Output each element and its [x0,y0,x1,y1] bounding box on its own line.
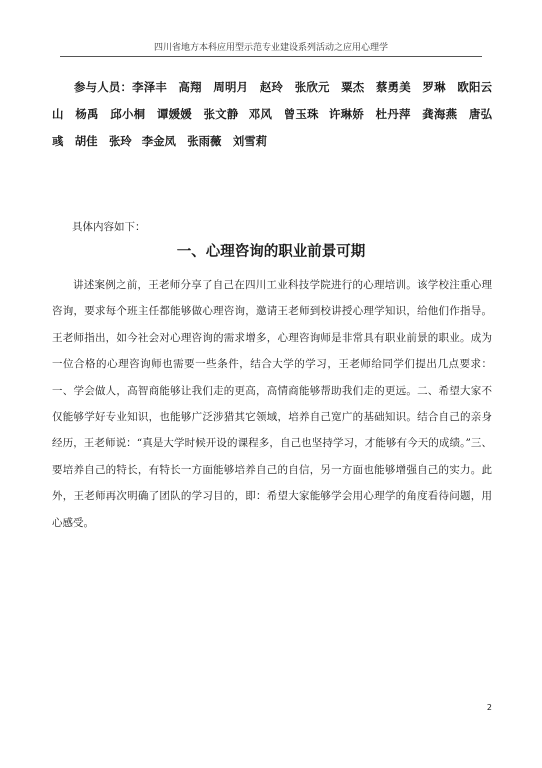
page-number: 2 [486,703,492,712]
intro-text: 具体内容如下： [72,221,146,233]
section-heading: 一、心理咨询的职业前景可期 [176,244,366,260]
participants-label: 参与人员： [74,80,133,94]
body-paragraph: 讲述案例之前，王老师分享了自己在四川工业科技学院进行的心理培训。该学校注重心理咨询，要求每个班主任都能够做心理咨询，邀请王老师到校讲授心理学知识，给他们作指导。王老师指出，如今社会对心理咨询的需求增多，心理咨询师是非常具有职业前景的职业。成为一位合格的心理咨询师也需要一些条件，结合大学的学习，王老师给同学们提出几点要求：一、学会做人，高智商能够让我们走的更高，高情商能够帮助我们走的更远。二、希望大家不仅能够学好专业知识，也能够广泛涉猎其它领域，培养自己宽广的基础知识。结合自己的亲身经历，王老师说：“真是大学时候开设的课程多，自己也坚持学习，才能够有今天的成绩。”三、要培养自己的特长，有特长一方面能够培养自己的自信，另一方面也能够增强自己的实力。此外，王老师再次明确了团队的学习目的，即：希望大家能够学会用心理学的角度看待问题，用心感受。 [52,279,492,529]
page-header: 四川省地方本科应用型示范专业建设系列活动之应用心理学 [60,40,482,57]
participants-paragraph [52,74,492,155]
participants-names: 李泽丰 高翔 周明月 赵玲 张欣元 粟杰 蔡勇美 罗琳 欧阳云山 杨禹 邱小桐 谭媛媛 张文静 邓风 曾玉珠 许琳娇 杜丹萍 龚海燕 唐弘彧 胡佳 张玲 李金凤 张雨薇 刘雪莉 [52,80,492,148]
